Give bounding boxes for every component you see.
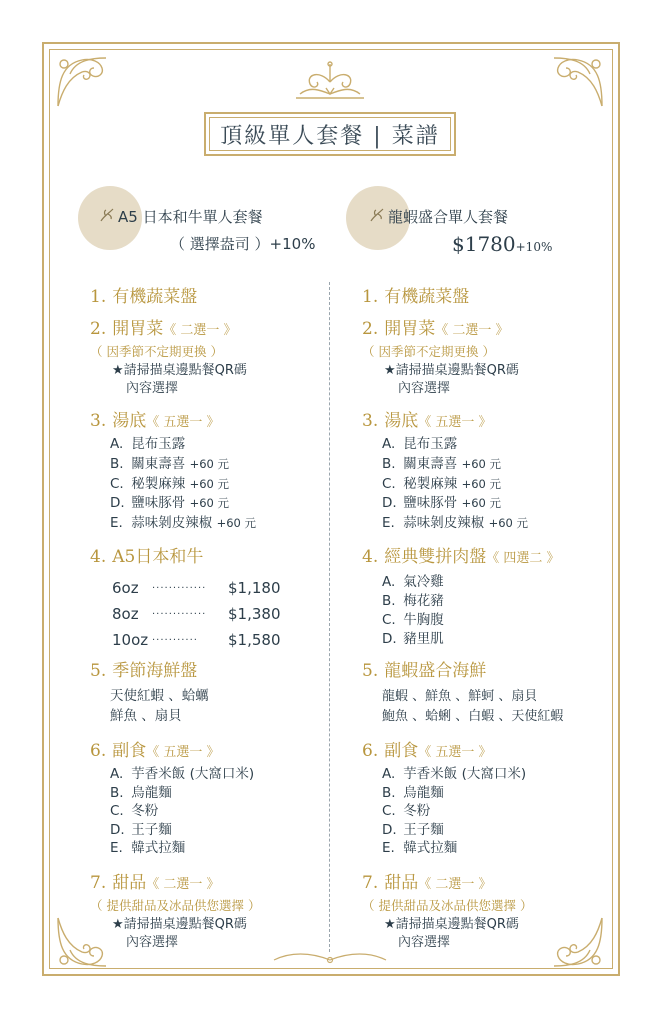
bottom-flourish-icon <box>270 950 390 970</box>
section-title: 3. 湯底《 五選一 》 <box>362 411 492 431</box>
price-value: $1780 <box>452 232 516 256</box>
list-item: A. 昆布玉露 <box>382 436 458 452</box>
right-section-6 <box>362 736 632 858</box>
dessert-note: （ 提供甜品及冰品供您選擇 ） <box>90 898 261 913</box>
qr-note: ★請掃描桌邊點餐QR碼 內容選擇 <box>112 917 247 950</box>
list-item: E. 韓式拉麵 <box>110 840 186 856</box>
season-note: （ 因季節不定期更換 ） <box>362 344 495 359</box>
left-section-1 <box>90 282 360 307</box>
list-item: B. 烏龍麵 <box>382 784 444 801</box>
right-section-3 <box>362 406 632 534</box>
list-item: C. 秘製麻辣 +60 元 <box>110 475 230 492</box>
price-row: 10oz ··········· $1,580 <box>112 631 281 649</box>
qr-note: ★請掃描桌邊點餐QR碼 內容選擇 <box>384 917 519 950</box>
right-section-4 <box>362 542 632 649</box>
right-section-5 <box>362 656 632 726</box>
list-item: D. 王子麵 <box>382 821 444 838</box>
list-item: B. 關東壽喜 +60 元 <box>382 455 502 472</box>
section-title: 5. 季節海鮮盤 <box>90 661 198 681</box>
list-item: C. 冬粉 <box>382 803 431 819</box>
left-set-name: A5 日本和牛單人套餐 <box>118 208 263 226</box>
left-section-4 <box>90 542 360 653</box>
page-title: 頂級單人套餐 | 菜譜 <box>220 123 440 149</box>
list-item: C. 秘製麻辣 +60 元 <box>382 475 502 492</box>
soup-list <box>110 435 360 534</box>
corner-flourish-icon <box>52 52 112 112</box>
left-section-2 <box>90 314 360 398</box>
list-item: D. 鹽味豚骨 +60 元 <box>382 495 502 512</box>
soup-list <box>382 435 632 534</box>
list-item: A. 芋香米飯 (大窩口米) <box>382 766 527 782</box>
list-item: A. 昆布玉露 <box>110 436 186 452</box>
price-row: 6oz ············· $1,180 <box>112 579 281 597</box>
section-title: 2. 開胃菜《 二選一 》 <box>90 319 237 339</box>
list-item: C. 冬粉 <box>110 803 159 819</box>
section-title: 5. 龍蝦盛合海鮮 <box>362 661 487 681</box>
side-list <box>382 765 632 858</box>
menu-title-frame <box>204 112 456 156</box>
list-item: D. 鹽味豚骨 +60 元 <box>110 495 230 512</box>
list-item: B. 關東壽喜 +60 元 <box>110 455 230 472</box>
wagyu-price-list <box>112 575 360 653</box>
seafood-list: 天使紅蝦 、蛤蠣 鮮魚 、扇貝 <box>110 688 209 724</box>
seafood-list: 龍蝦 、鮮魚 、鮮蚵 、扇貝 鮑魚 、蛤蜊 、白蝦 、天使紅蝦 <box>382 689 564 724</box>
list-item: C. 牛胸腹 <box>382 612 444 628</box>
crest-ornament-icon <box>290 60 370 106</box>
left-set-option: （ 選擇盎司 ）+10% <box>170 235 316 253</box>
list-item: A. 氣冷雞 <box>382 574 444 590</box>
section-title: 1. 有機蔬菜盤 <box>90 287 198 307</box>
left-section-7 <box>90 868 360 952</box>
right-set-name: 龍蝦盛合單人套餐 <box>388 208 509 226</box>
price-suffix: +10% <box>515 240 553 254</box>
right-section-2 <box>362 314 632 398</box>
season-note: （ 因季節不定期更換 ） <box>90 344 223 359</box>
corner-flourish-icon <box>548 52 608 112</box>
dessert-note: （ 提供甜品及冰品供您選擇 ） <box>362 898 533 913</box>
list-item: B. 烏龍麵 <box>110 784 172 801</box>
leaf-flourish-icon <box>98 206 116 224</box>
list-item: D. 王子麵 <box>110 821 172 838</box>
list-item: E. 蒜味剝皮辣椒 +60 元 <box>110 515 257 532</box>
left-section-3 <box>90 406 360 534</box>
section-title: 6. 副食《 五選一 》 <box>362 741 492 761</box>
list-item: E. 蒜味剝皮辣椒 +60 元 <box>382 515 529 532</box>
list-item: B. 梅花豬 <box>382 593 444 609</box>
section-title: 2. 開胃菜《 二選一 》 <box>362 319 509 339</box>
right-set-price <box>452 232 552 256</box>
section-title: 4. A5日本和牛 <box>90 547 204 567</box>
list-item: E. 韓式拉麵 <box>382 840 458 856</box>
price-row: 8oz ············· $1,380 <box>112 605 281 623</box>
leaf-flourish-icon <box>368 206 386 224</box>
left-section-6 <box>90 736 360 858</box>
qr-note: ★請掃描桌邊點餐QR碼 內容選擇 <box>112 363 247 396</box>
section-title: 3. 湯底《 五選一 》 <box>90 411 220 431</box>
section-title: 7. 甜品《 二選一 》 <box>90 873 220 893</box>
left-section-5 <box>90 656 360 726</box>
section-title: 7. 甜品《 二選一 》 <box>362 873 492 893</box>
section-title: 4. 經典雙拼肉盤《 四選二 》 <box>362 547 560 567</box>
right-section-7 <box>362 868 632 952</box>
list-item: A. 芋香米飯 (大窩口米) <box>110 766 255 782</box>
qr-note: ★請掃描桌邊點餐QR碼 內容選擇 <box>384 363 519 396</box>
section-title: 6. 副食《 五選一 》 <box>90 741 220 761</box>
list-item: D. 豬里肌 <box>382 631 444 647</box>
side-list <box>110 765 360 858</box>
meat-list <box>382 573 632 649</box>
right-section-1 <box>362 282 632 307</box>
section-title: 1. 有機蔬菜盤 <box>362 287 470 307</box>
